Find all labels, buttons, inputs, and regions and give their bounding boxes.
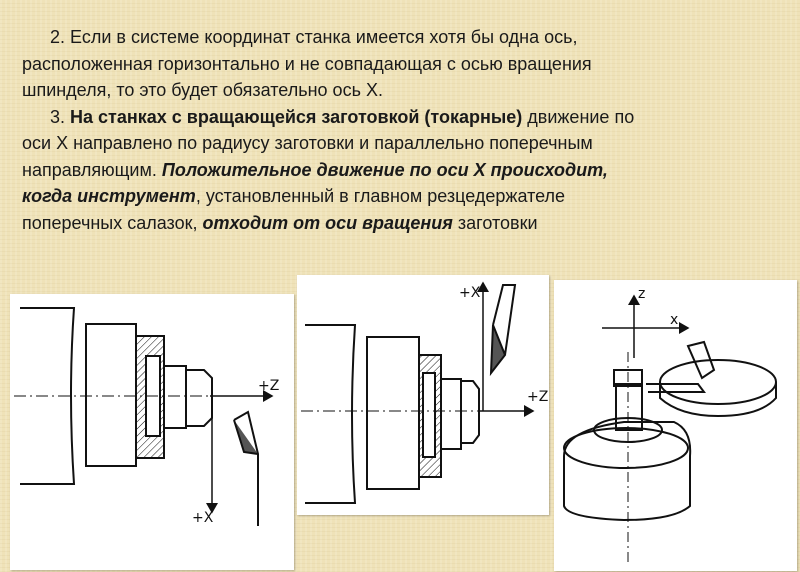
paragraph-3-text-5: поперечных салазок,	[22, 212, 203, 233]
x-axis-label: x	[670, 312, 679, 328]
lathe-diagram-2	[297, 275, 549, 515]
paragraph-3-text-1: движение по	[522, 106, 635, 127]
paragraph-3-line-3	[22, 157, 782, 184]
rotary-table	[564, 422, 690, 520]
paragraph-2-cont2	[22, 77, 782, 104]
paragraph-3-number: 3.	[50, 106, 66, 127]
workpiece-step	[441, 379, 461, 449]
table-top	[564, 428, 688, 468]
lathe-diagram-1	[10, 294, 294, 570]
paragraph-3	[22, 104, 782, 131]
vertical-diagram	[554, 280, 797, 571]
z-axis-label: +Z	[258, 378, 280, 394]
paragraph-3-text-2: оси X направлено по радиусу заготовки и параллельно поперечным	[22, 133, 593, 153]
paragraph-3-emphasis-2: когда инструмент	[22, 186, 196, 206]
paragraph-2-line-3: шпинделя, то это будет обязательно ось X.	[22, 80, 383, 100]
paragraph-3-line-5	[22, 210, 782, 237]
chuck-body	[305, 325, 355, 503]
slide-text	[22, 24, 782, 236]
tool-tip	[491, 325, 505, 373]
tool-holder-disc	[660, 360, 776, 404]
figure-lathe-x-down	[10, 294, 294, 570]
x-axis-label: +X	[459, 285, 481, 301]
paragraph-3-line-4	[22, 183, 782, 210]
tool-holder-side	[660, 382, 776, 416]
paragraph-3-text-4: , установленный в главном резцедержателе	[195, 186, 566, 206]
chuck-flange	[367, 337, 419, 489]
workpiece-step	[164, 366, 186, 428]
paragraph-3-text-6: заготовки	[452, 212, 538, 233]
paragraph-3-line-2	[22, 130, 782, 157]
paragraph-3-emphasis-1: Положительное движение по оси X происходит,	[161, 159, 608, 180]
workpiece-end	[461, 381, 479, 443]
chuck-flange	[86, 324, 136, 466]
paragraph-2-cont	[22, 51, 782, 78]
jaw-inner	[423, 373, 435, 457]
x-axis-label: +X	[192, 510, 214, 526]
figure-lathe-x-up	[297, 275, 549, 515]
paragraph-3-emphasis-3: отходит от оси вращения	[202, 212, 453, 233]
cutting-tool	[646, 384, 704, 392]
z-axis-label: z	[638, 286, 646, 302]
paragraph-3-text-3: направляющим.	[22, 159, 162, 180]
paragraph-3-bold-intro: На станках с вращающейся заготовкой (токарные)	[70, 106, 523, 127]
paragraph-2	[22, 24, 782, 51]
workpiece-end	[186, 370, 212, 426]
figure-vertical-setup	[554, 280, 797, 571]
paragraph-2-line-1: 2. Если в системе координат станка имеется хотя бы одна ось,	[50, 27, 578, 47]
paragraph-2-line-2: расположенная горизонтально и не совпадающая с осью вращения	[22, 53, 592, 74]
z-axis-label: +Z	[527, 389, 549, 405]
